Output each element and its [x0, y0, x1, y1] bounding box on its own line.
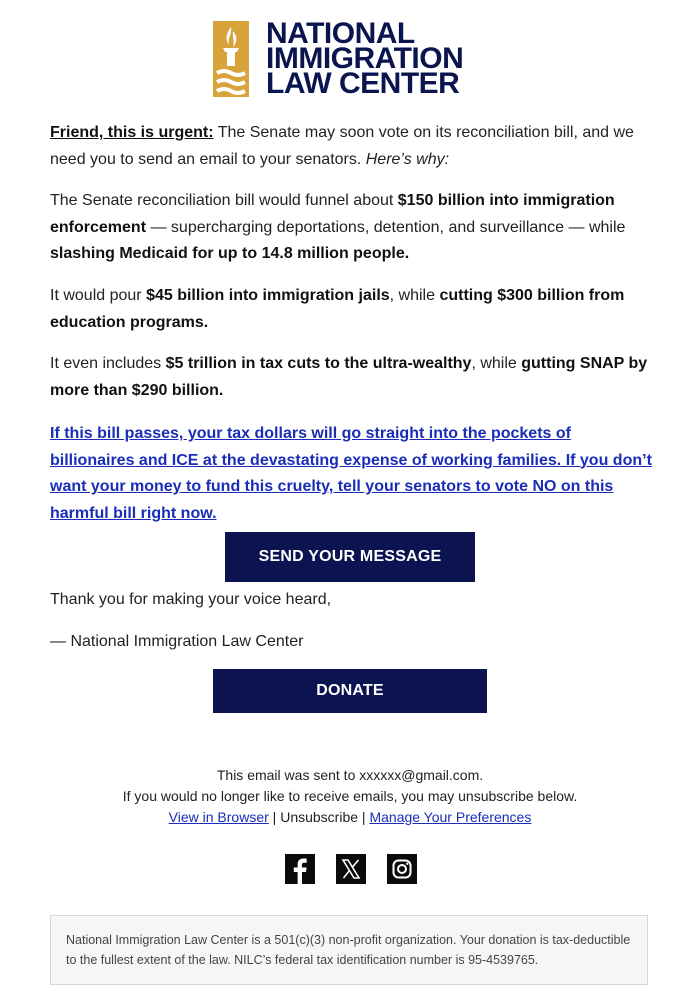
view-in-browser-link[interactable]: View in Browser [168, 809, 269, 825]
intro-text: The Senate may soon vote on its reconciliation bill, and we need you to send an email to your senators. [50, 124, 634, 168]
x-icon[interactable] [336, 854, 366, 884]
signature-text: — National Immigration Law Center [50, 633, 304, 650]
nilc-logo[interactable] [213, 17, 489, 100]
donate-button[interactable]: DONATE [213, 669, 487, 713]
taxcuts-bold-1: $5 trillion in tax cuts to the ultra-wealthy [165, 355, 472, 372]
urgent-lead: Friend, this is urgent: [50, 124, 214, 141]
torch-logo-icon [213, 21, 249, 97]
separator-1: | [268, 809, 281, 825]
intro-italic: Here’s why: [365, 150, 450, 168]
funding-text-2: — supercharging deportations, detention, and surveillance — while [146, 218, 626, 236]
intro-paragraph [50, 120, 655, 173]
taxcuts-text-2: , while [471, 355, 522, 372]
unsubscribe-link[interactable]: Unsubscribe [280, 809, 359, 825]
footer [0, 765, 700, 828]
jails-text-1: It would pour [50, 287, 147, 304]
taxcuts-text-1: It even includes [50, 355, 166, 372]
thanks-text: Thank you for making your voice heard, [50, 591, 332, 608]
funding-bold-1: $150 billion into immigration enforcement [50, 192, 615, 236]
social-links [285, 854, 417, 886]
manage-preferences-link[interactable]: Manage Your Preferences [369, 809, 532, 825]
sent-to-text: This email was sent to xxxxxx@gmail.com. [216, 767, 484, 783]
jails-paragraph [50, 283, 655, 336]
footer-links [0, 807, 700, 828]
taxcuts-bold-2: gutting SNAP by more than $290 billion. [50, 355, 648, 399]
funding-text-1: The Senate reconciliation bill would funnel about [50, 192, 398, 209]
facebook-icon[interactable] [285, 854, 315, 884]
jails-bold-2: cutting $300 billion from education programs. [50, 287, 625, 331]
funding-paragraph [50, 188, 655, 268]
logo-line-1: NATIONAL [266, 17, 415, 50]
logo-line-3: LAW CENTER [266, 67, 460, 100]
instagram-icon[interactable] [387, 854, 417, 884]
unsubscribe-note: If you would no longer like to receive emails, you may unsubscribe below. [122, 788, 578, 804]
nonprofit-disclaimer: National Immigration Law Center is a 501(c)(3) non-profit organization. Your donation is tax-deductible to the fullest extent of the law. NILC’s federal tax identification number is 95-4539765. [50, 915, 648, 985]
logo-line-2: IMMIGRATION [266, 42, 464, 75]
taxcuts-paragraph [50, 351, 655, 404]
logo-wordmark [266, 17, 464, 100]
funding-bold-2: slashing Medicaid for up to 14.8 million people. [50, 245, 410, 262]
send-message-button[interactable]: SEND YOUR MESSAGE [225, 532, 475, 582]
jails-bold-1: $45 billion into immigration jails [146, 287, 390, 304]
separator-2: | [358, 809, 370, 825]
cta-link[interactable]: If this bill passes, your tax dollars will go straight into the pockets of billionaires and ICE at the devastating expense of working families. If you don’t want your money to fund this cruelty, tell your senators to vote NO on this harmful bill right now. [50, 425, 652, 522]
jails-text-2: , while [389, 287, 440, 304]
